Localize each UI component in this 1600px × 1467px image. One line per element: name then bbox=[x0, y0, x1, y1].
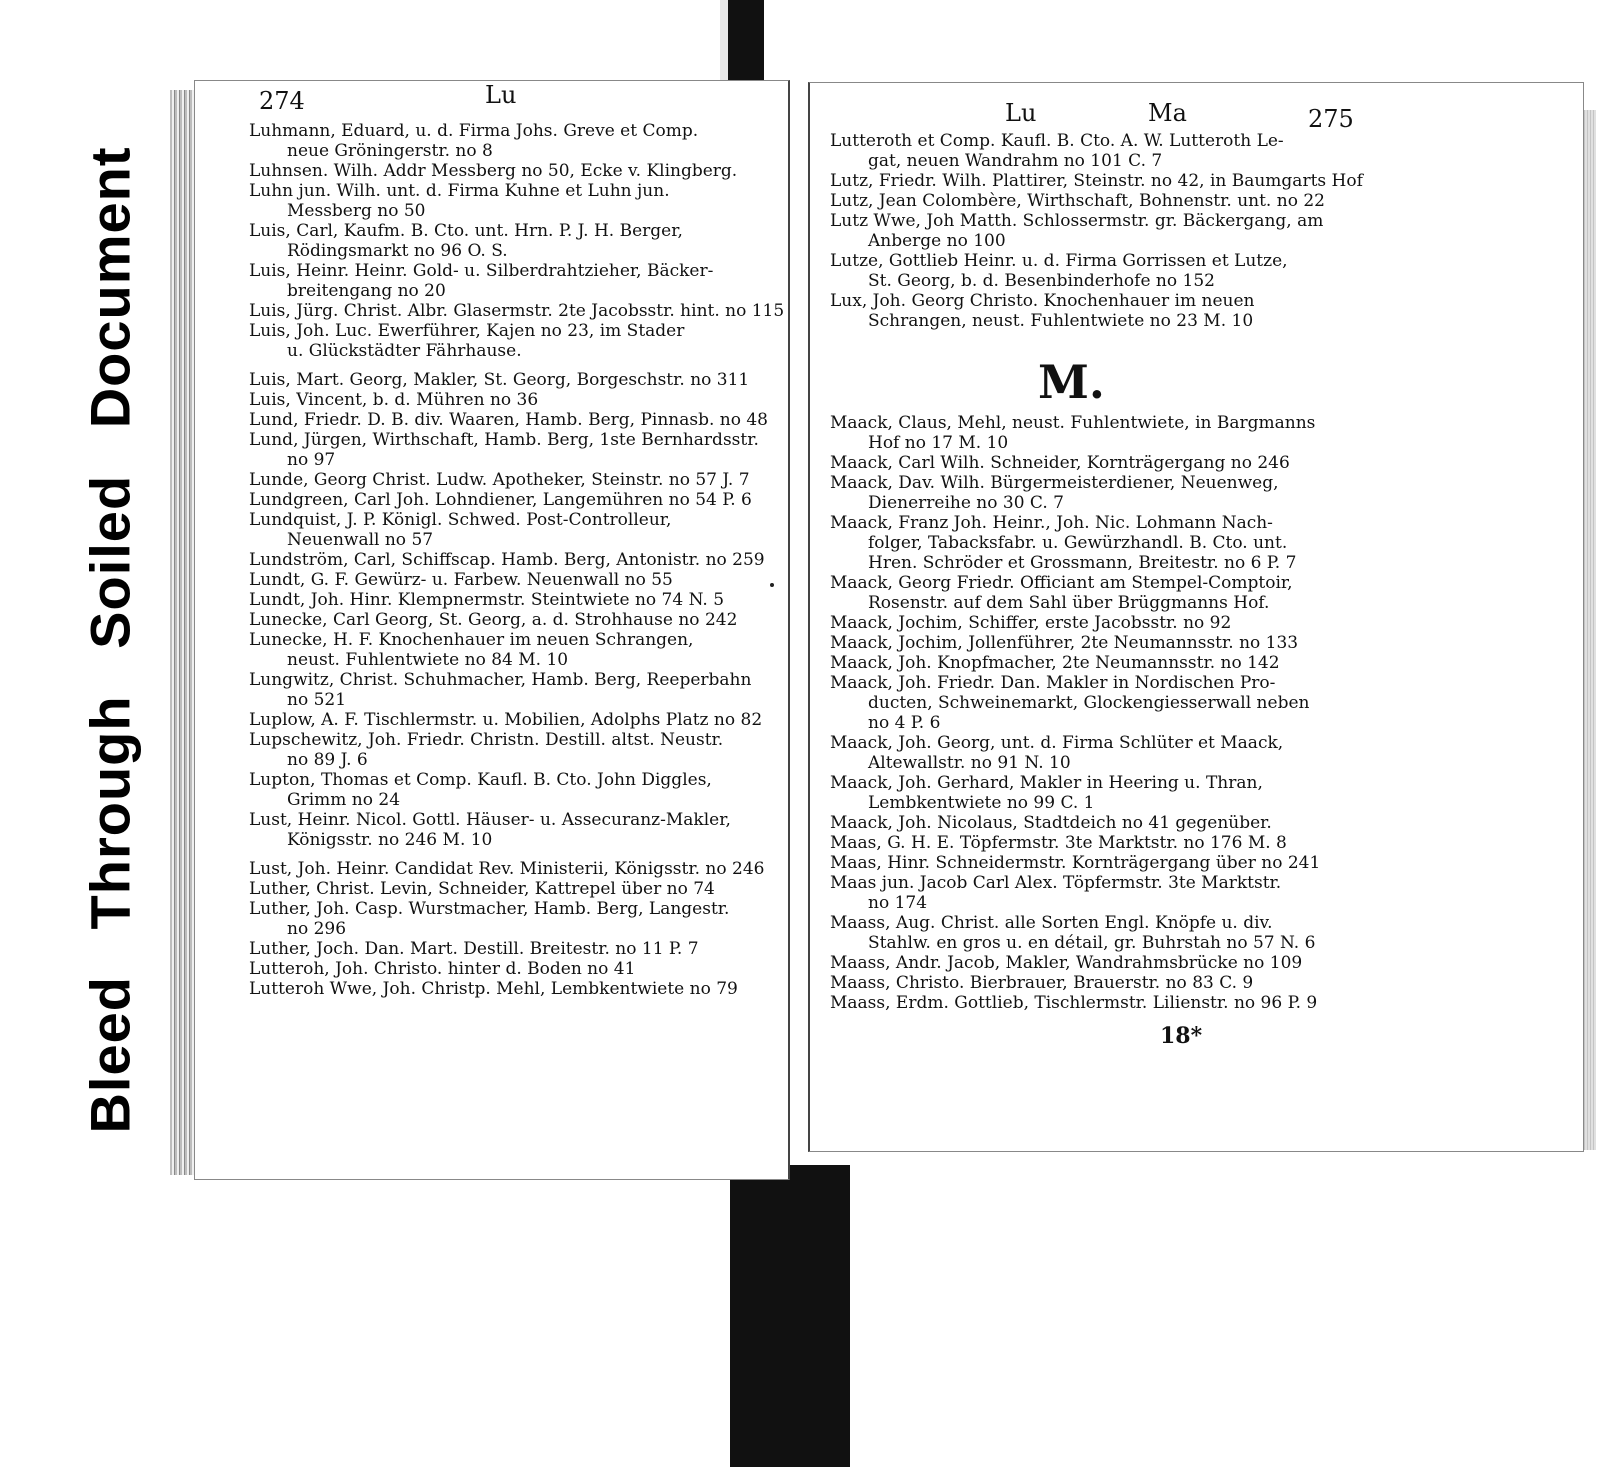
header-guide-right-1: Lu bbox=[1005, 99, 1037, 127]
entry-continuation-line: no 296 bbox=[287, 919, 347, 939]
directory-entry bbox=[249, 261, 749, 301]
entry-continuation-line: breitengang no 20 bbox=[287, 281, 446, 301]
binding-spine-bottom bbox=[730, 1165, 850, 1467]
entry-line: Lunecke, H. F. Knochenhauer im neuen Schrangen, bbox=[249, 630, 694, 650]
entry-continuation-line: Altewallstr. no 91 N. 10 bbox=[868, 753, 1071, 773]
entry-line: Lundström, Carl, Schiffscap. Hamb. Berg, Antonistr. no 259 bbox=[249, 550, 765, 570]
entry-line: Lundquist, J. P. Königl. Schwed. Post-Controlleur, bbox=[249, 510, 672, 530]
directory-entry bbox=[249, 121, 749, 161]
entry-line: Maass, Christo. Bierbrauer, Brauerstr. no 83 C. 9 bbox=[830, 973, 1254, 993]
entry-continuation-line: Hren. Schröder et Grossmann, Breitestr. no 6 P. 7 bbox=[868, 553, 1297, 573]
entry-list-right-ma bbox=[830, 413, 1330, 1013]
directory-entry bbox=[830, 413, 1330, 453]
entry-line: Lust, Heinr. Nicol. Gottl. Häuser- u. Assecuranz-Makler, bbox=[249, 810, 731, 830]
entry-line: Maas jun. Jacob Carl Alex. Töpfermstr. 3te Marktstr. bbox=[830, 873, 1282, 893]
entry-line: Maack, Jochim, Schiffer, erste Jacobsstr. no 92 bbox=[830, 613, 1232, 633]
directory-entry bbox=[249, 570, 749, 590]
page-number-left: 274 bbox=[259, 87, 305, 115]
directory-entry bbox=[830, 191, 1330, 211]
entry-continuation-line: Anberge no 100 bbox=[868, 231, 1006, 251]
directory-entry bbox=[249, 490, 752, 510]
entry-line: Luhmann, Eduard, u. d. Firma Johs. Greve et Comp. bbox=[249, 121, 699, 141]
entry-line: Lundt, Joh. Hinr. Klempnermstr. Steintwiete no 74 N. 5 bbox=[249, 590, 725, 610]
entry-line: Luis, Joh. Luc. Ewerführer, Kajen no 23, im Stader bbox=[249, 321, 685, 341]
entry-line: Luis, Vincent, b. d. Mühren no 36 bbox=[249, 390, 539, 410]
entry-continuation-line: Neuenwall no 57 bbox=[287, 530, 434, 550]
directory-entry bbox=[249, 390, 749, 410]
directory-entry bbox=[830, 473, 1330, 513]
entry-continuation-line: Grimm no 24 bbox=[287, 790, 401, 810]
bleed-through-stamp bbox=[60, 140, 160, 1140]
entry-line: Maack, Carl Wilh. Schneider, Kornträgergang no 246 bbox=[830, 453, 1290, 473]
directory-entry bbox=[249, 510, 749, 550]
directory-entry bbox=[830, 873, 1330, 913]
entry-line: Lundgreen, Carl Joh. Lohndiener, Langemühren no 54 P. 6 bbox=[249, 490, 752, 510]
entry-continuation-line: St. Georg, b. d. Besenbinderhofe no 152 bbox=[868, 271, 1215, 291]
directory-entry bbox=[830, 913, 1330, 953]
directory-entry bbox=[249, 859, 765, 879]
directory-entry bbox=[249, 370, 749, 390]
directory-entry bbox=[830, 251, 1330, 291]
directory-entry bbox=[249, 610, 749, 630]
directory-entry bbox=[830, 633, 1330, 653]
directory-entry bbox=[249, 939, 749, 959]
entry-line: Lutteroth et Comp. Kaufl. B. Cto. A. W. Lutteroth Le- bbox=[830, 131, 1284, 151]
entry-line: Lungwitz, Christ. Schuhmacher, Hamb. Berg, Reeperbahn bbox=[249, 670, 752, 690]
entry-line: Luis, Heinr. Heinr. Gold- u. Silberdrahtzieher, Bäcker- bbox=[249, 261, 714, 281]
directory-entry bbox=[830, 973, 1330, 993]
left-page bbox=[194, 80, 790, 1180]
directory-entry bbox=[830, 291, 1330, 331]
directory-entry bbox=[249, 670, 752, 710]
directory-entry bbox=[249, 730, 749, 770]
stamp-label: Bleed Through Soiled Document bbox=[78, 146, 142, 1134]
directory-entry bbox=[830, 513, 1330, 573]
entry-line: Lutz, Friedr. Wilh. Plattirer, Steinstr. no 42, in Baumgarts Hof bbox=[830, 171, 1363, 191]
entry-line: Lutze, Gottlieb Heinr. u. d. Firma Gorrissen et Lutze, bbox=[830, 251, 1288, 271]
page-edge-stack-left bbox=[170, 90, 194, 1175]
entry-line: Luis, Carl, Kaufm. B. Cto. unt. Hrn. P. J. H. Berger, bbox=[249, 221, 683, 241]
entry-line: Lutz, Jean Colombère, Wirthschaft, Bohnenstr. unt. no 22 bbox=[830, 191, 1325, 211]
entry-line: Maack, Georg Friedr. Officiant am Stempel-Comptoir, bbox=[830, 573, 1293, 593]
entry-line: Lundt, G. F. Gewürz- u. Farbew. Neuenwall no 55 bbox=[249, 570, 673, 590]
entry-list-right-lu bbox=[830, 131, 1363, 331]
entry-line: Luther, Christ. Levin, Schneider, Kattrepel über no 74 bbox=[249, 879, 715, 899]
header-guide-right-2: Ma bbox=[1148, 99, 1187, 127]
entry-line: Lutteroh, Joh. Christo. hinter d. Boden no 41 bbox=[249, 959, 636, 979]
entry-continuation-line: gat, neuen Wandrahm no 101 C. 7 bbox=[868, 151, 1163, 171]
directory-entry bbox=[249, 470, 749, 490]
directory-entry bbox=[830, 853, 1330, 873]
directory-entry bbox=[830, 453, 1330, 473]
directory-entry bbox=[249, 550, 765, 570]
directory-entry bbox=[249, 770, 749, 810]
entry-line: Lund, Jürgen, Wirthschaft, Hamb. Berg, 1ste Bernhardsstr. bbox=[249, 430, 759, 450]
entry-continuation-line: Schrangen, neust. Fuhlentwiete no 23 M. 10 bbox=[868, 311, 1254, 331]
directory-entry bbox=[830, 653, 1330, 673]
directory-entry bbox=[249, 899, 749, 939]
directory-entry bbox=[249, 959, 749, 979]
entry-continuation-line: no 97 bbox=[287, 450, 336, 470]
entry-line: Lund, Friedr. D. B. div. Waaren, Hamb. Berg, Pinnasb. no 48 bbox=[249, 410, 768, 430]
entry-line: Lunecke, Carl Georg, St. Georg, a. d. Strohhause no 242 bbox=[249, 610, 738, 630]
header-guide-left: Lu bbox=[485, 81, 517, 109]
entry-continuation-line: neust. Fuhlentwiete no 84 M. 10 bbox=[287, 650, 569, 670]
entry-continuation-line: no 174 bbox=[868, 893, 928, 913]
directory-entry bbox=[249, 810, 749, 850]
entry-line: Luis, Mart. Georg, Makler, St. Georg, Borgeschstr. no 311 bbox=[249, 370, 750, 390]
entry-line: Lust, Joh. Heinr. Candidat Rev. Ministerii, Königsstr. no 246 bbox=[249, 859, 765, 879]
directory-entry bbox=[830, 573, 1330, 613]
entry-list-left bbox=[249, 121, 785, 999]
entry-line: Lunde, Georg Christ. Ludw. Apotheker, Steinstr. no 57 J. 7 bbox=[249, 470, 750, 490]
entry-line: Maack, Claus, Mehl, neust. Fuhlentwiete, in Bargmanns bbox=[830, 413, 1316, 433]
entry-line: Maass, Aug. Christ. alle Sorten Engl. Knöpfe u. div. bbox=[830, 913, 1273, 933]
directory-entry bbox=[249, 301, 785, 321]
entry-line: Luplow, A. F. Tischlermstr. u. Mobilien, Adolphs Platz no 82 bbox=[249, 710, 763, 730]
entry-line: Luther, Joch. Dan. Mart. Destill. Breitestr. no 11 P. 7 bbox=[249, 939, 699, 959]
entry-continuation-line: Messberg no 50 bbox=[287, 201, 426, 221]
entry-continuation-line: u. Glückstädter Fährhause. bbox=[287, 341, 522, 361]
directory-entry bbox=[830, 833, 1330, 853]
entry-continuation-line: no 521 bbox=[287, 690, 347, 710]
ink-speck bbox=[770, 583, 774, 587]
entry-line: Lutteroh Wwe, Joh. Christp. Mehl, Lembkentwiete no 79 bbox=[249, 979, 738, 999]
directory-entry bbox=[249, 710, 763, 730]
entry-line: Lutz Wwe, Joh Matth. Schlossermstr. gr. Bäckergang, am bbox=[830, 211, 1324, 231]
directory-entry bbox=[830, 613, 1330, 633]
directory-entry bbox=[830, 773, 1330, 813]
entry-line: Maas, G. H. E. Töpfermstr. 3te Marktstr. no 176 M. 8 bbox=[830, 833, 1287, 853]
section-letter: M. bbox=[1038, 355, 1105, 409]
entry-line: Maass, Erdm. Gottlieb, Tischlermstr. Lilienstr. no 96 P. 9 bbox=[830, 993, 1318, 1013]
entry-continuation-line: neue Gröningerstr. no 8 bbox=[287, 141, 493, 161]
entry-line: Luis, Jürg. Christ. Albr. Glasermstr. 2te Jacobsstr. hint. no 115 bbox=[249, 301, 785, 321]
directory-entry bbox=[249, 181, 749, 221]
directory-entry bbox=[830, 131, 1330, 171]
entry-line: Maack, Joh. Friedr. Dan. Makler in Nordischen Pro- bbox=[830, 673, 1276, 693]
entry-line: Lux, Joh. Georg Christo. Knochenhauer im neuen bbox=[830, 291, 1255, 311]
entry-line: Maack, Franz Joh. Heinr., Joh. Nic. Lohmann Nach- bbox=[830, 513, 1273, 533]
directory-entry bbox=[249, 979, 749, 999]
entry-continuation-line: Hof no 17 M. 10 bbox=[868, 433, 1009, 453]
entry-line: Maass, Andr. Jacob, Makler, Wandrahmsbrücke no 109 bbox=[830, 953, 1303, 973]
entry-line: Lupschewitz, Joh. Friedr. Christn. Destill. altst. Neustr. bbox=[249, 730, 724, 750]
entry-line: Luhn jun. Wilh. unt. d. Firma Kuhne et Luhn jun. bbox=[249, 181, 670, 201]
directory-entry bbox=[249, 630, 749, 670]
footer-signature: 18* bbox=[1160, 1023, 1203, 1049]
directory-entry bbox=[830, 953, 1330, 973]
directory-entry bbox=[249, 430, 759, 470]
entry-continuation-line: Dienerreihe no 30 C. 7 bbox=[868, 493, 1064, 513]
entry-continuation-line: no 4 P. 6 bbox=[868, 713, 941, 733]
entry-line: Maas, Hinr. Schneidermstr. Kornträgergang über no 241 bbox=[830, 853, 1321, 873]
directory-entry bbox=[830, 733, 1330, 773]
directory-entry bbox=[249, 221, 749, 261]
entry-continuation-line: no 89 J. 6 bbox=[287, 750, 368, 770]
entry-line: Luhnsen. Wilh. Addr Messberg no 50, Ecke v. Klingberg. bbox=[249, 161, 738, 181]
entry-continuation-line: ducten, Schweinemarkt, Glockengiesserwall neben bbox=[868, 693, 1310, 713]
directory-entry bbox=[830, 211, 1330, 251]
entry-continuation-line: Rödingsmarkt no 96 O. S. bbox=[287, 241, 508, 261]
directory-entry bbox=[830, 673, 1330, 733]
directory-entry bbox=[249, 321, 749, 361]
directory-entry bbox=[249, 879, 749, 899]
entry-line: Maack, Joh. Georg, unt. d. Firma Schlüter et Maack, bbox=[830, 733, 1284, 753]
entry-continuation-line: Lembkentwiete no 99 C. 1 bbox=[868, 793, 1095, 813]
entry-line: Maack, Dav. Wilh. Bürgermeisterdiener, Neuenweg, bbox=[830, 473, 1279, 493]
directory-entry bbox=[249, 410, 768, 430]
entry-continuation-line: Rosenstr. auf dem Sahl über Brüggmanns Hof. bbox=[868, 593, 1270, 613]
entry-line: Luther, Joh. Casp. Wurstmacher, Hamb. Berg, Langestr. bbox=[249, 899, 730, 919]
entry-line: Maack, Joh. Nicolaus, Stadtdeich no 41 gegenüber. bbox=[830, 813, 1272, 833]
directory-entry bbox=[830, 993, 1330, 1013]
page-edge-stack-right bbox=[1582, 110, 1596, 1150]
directory-entry bbox=[830, 171, 1363, 191]
entry-continuation-line: folger, Tabacksfabr. u. Gewürzhandl. B. Cto. unt. bbox=[868, 533, 1288, 553]
entry-line: Maack, Jochim, Jollenführer, 2te Neumannsstr. no 133 bbox=[830, 633, 1299, 653]
entry-continuation-line: Stahlw. en gros u. en détail, gr. Buhrstah no 57 N. 6 bbox=[868, 933, 1316, 953]
page-number-right: 275 bbox=[1308, 105, 1354, 133]
entry-continuation-line: Königsstr. no 246 M. 10 bbox=[287, 830, 493, 850]
entry-line: Lupton, Thomas et Comp. Kaufl. B. Cto. John Diggles, bbox=[249, 770, 712, 790]
entry-line: Maack, Joh. Knopfmacher, 2te Neumannsstr. no 142 bbox=[830, 653, 1280, 673]
directory-entry bbox=[830, 813, 1330, 833]
entry-line: Maack, Joh. Gerhard, Makler in Heering u. Thran, bbox=[830, 773, 1263, 793]
directory-entry bbox=[249, 161, 749, 181]
directory-entry bbox=[249, 590, 749, 610]
right-page bbox=[808, 82, 1584, 1152]
